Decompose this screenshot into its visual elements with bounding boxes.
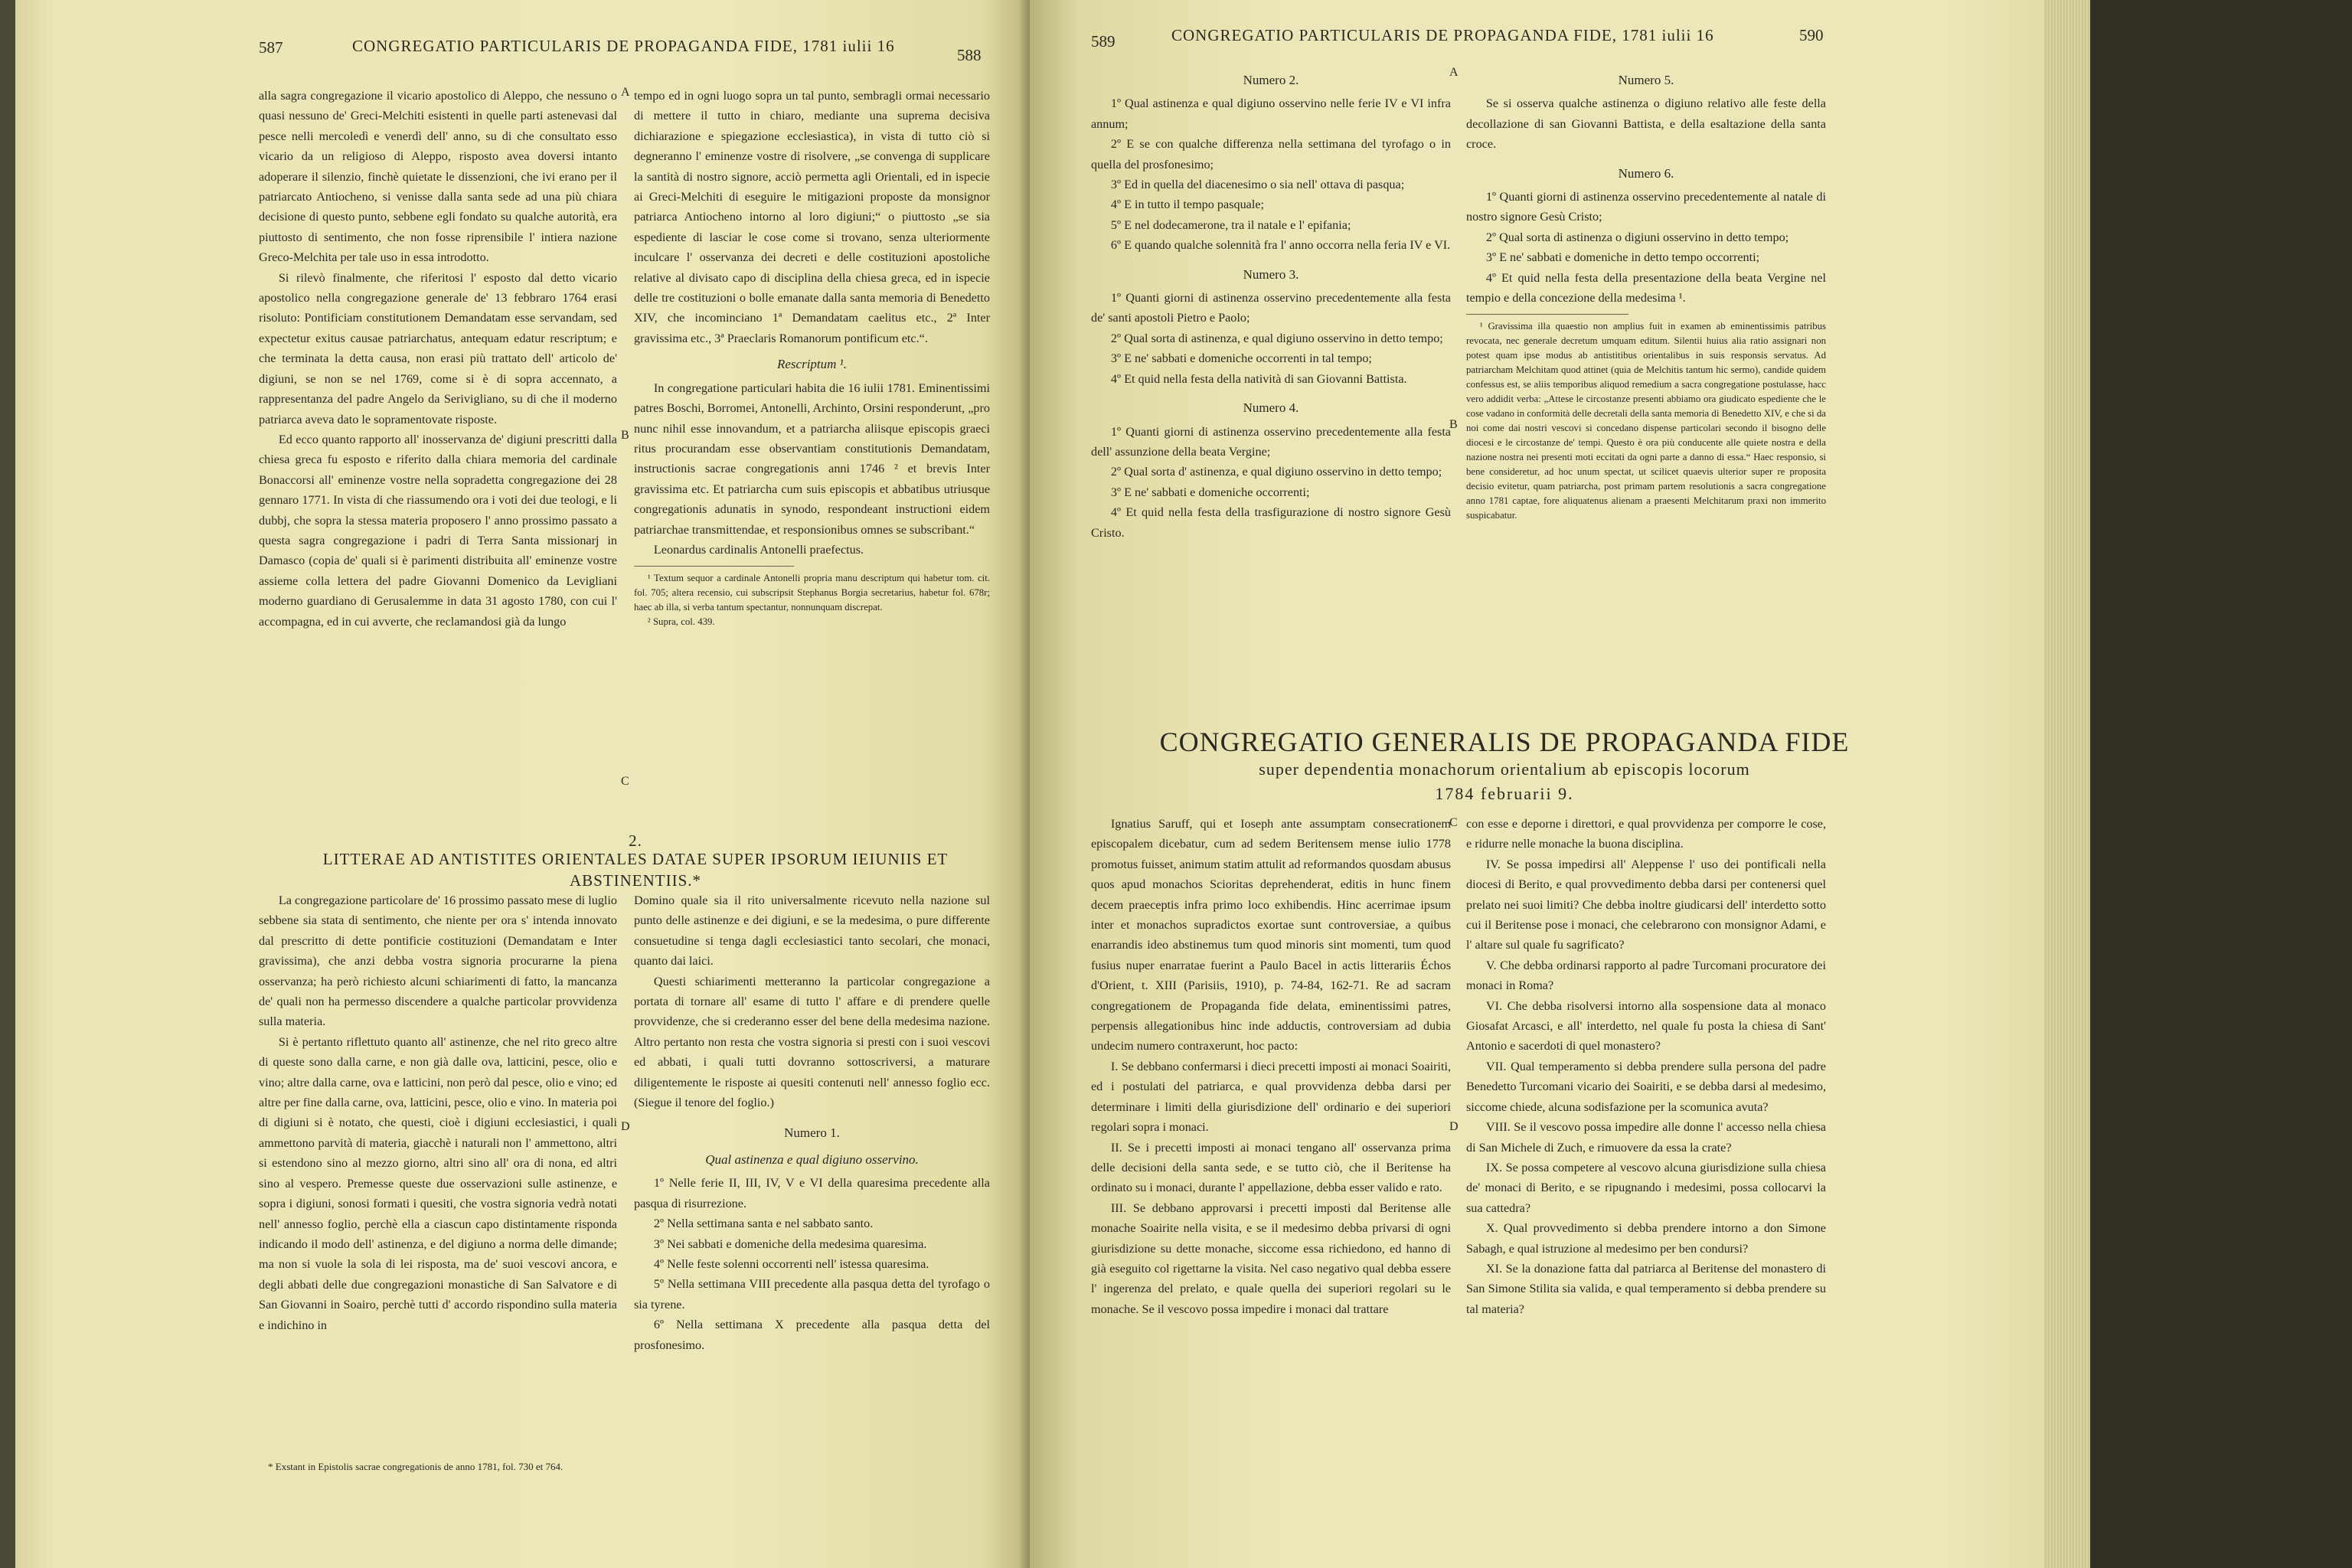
numero-6-heading: Numero 6. [1618, 165, 1674, 181]
paragraph: tempo ed in ogni luogo sopra un tal punto, sembragli ormai necessario di mettere il tutto in chiaro, mediante una suprema decisiva dichiarazione e spiegazione ecclesiastica), in vista di tutto ciò si degneranno l' eminenze vostre di risolvere, „se convenga di supplicare la santità di nostro signore, acciò permetta agli Orientali, ed in ispecie ai Greci-Melchiti di eseguire le mitigazioni proposte da monsignor patriarca Antiocheno intorno al loro digiuni;“ o piuttosto „se sia espediente di lasciar le cose come si trovano, senza ulteriormente inculcare l' osservanza dei decreti e delle costituzioni apostoliche relative al divisato capo di disciplina della chiesa greca, ed in ispecie delle tre costituzioni o bolle emanate dalla santa memoria di Benedetto XIV, che incominciano 1ª Demandatam caelitus etc., 2ª Inter gravissima etc., 3ª Praeclaris Romanorum pontificum etc.“. [634, 89, 990, 345]
paragraph: Domino quale sia il rito universalmente ricevuto nella nazione sul punto delle astinenze e dei digiuni, e se la medesima, o pure differente consuetudine si tenga dagli ecclesiastici tanto secolari, che monaci, quanto dai laici. [634, 893, 990, 969]
list-item: 4º Et quid nella festa della natività di san Giovanni Battista. [1110, 371, 1407, 386]
right-column-4 [1466, 814, 1826, 1319]
paragraph: IV. Se possa impedirsi all' Aleppense l' uso dei pontificali nella diocesi di Berito, e qual provvedimento debba darsi per contenersi quel prelato nei suoi limiti? Che debba inoltre giudicarsi dell' interdetto sotto cui il Beritense pose i monaci, che celebrarono con monsignor Adami, e l' altare sul quale fu sagrificato? [1466, 857, 1826, 952]
numero-4-heading: Numero 4. [1243, 400, 1299, 416]
list-item: 3º Nei sabbati e domeniche della medesima quaresima. [653, 1236, 927, 1251]
list-item: 1º Quanti giorni di astinenza osservino precedentemente alla festa de' santi apostoli Pietro e Paolo; [1091, 291, 1451, 325]
margin-letter-b: B [1449, 418, 1458, 431]
list-item: 3º Ed in quella del diacenesimo o sia nell' ottava di pasqua; [1110, 178, 1405, 192]
list-item: 4º E in tutto il tempo pasquale; [1110, 198, 1265, 212]
right-column-1 [1091, 64, 1451, 543]
list-item: 6º E quando qualche solennità fra l' anno occorra nella feria IV e VI. [1110, 238, 1451, 253]
section-title: LITTERAE AD ANTISTITES ORIENTALES DATAE SUPER IPSORUM IEIUNIIS ET ABSTINENTIIS.* [322, 850, 949, 890]
bottom-footnote: * Exstant in Epistolis sacrae congregationis de anno 1781, fol. 730 et 764. [268, 1461, 564, 1472]
margin-letter-d: D [1449, 1120, 1459, 1133]
left-column-4 [634, 890, 990, 1355]
paragraph: La congregazione particolare de' 16 prossimo passato mese di luglio sebbene sia stata di sentimento, che niente per ora s' intenda innovato dal prescritto di dette pontificie costituzioni (Demandatam e Inter gravissima), che anzi debba vostra signoria procurarne la piena osservanza; ha però richiesto alcuni schiarimenti di fatto, la mancanza de' quali non ha permesso discendere a qualche particolar provvidenza sulla materia. [259, 893, 617, 1029]
list-item: 1º Quanti giorni di astinenza osservino precedentemente alla festa dell' assunzione della beata Vergine; [1091, 424, 1451, 459]
list-item: 3º E ne' sabbati e domeniche in detto tempo occorrenti; [1485, 250, 1760, 265]
paragraph: II. Se i precetti imposti ai monaci tengano all' osservanza prima delle decisioni della santa sede, e se tutto ciò, che il Beritense ha ordinato su i monaci, durante l' appellazione, debba esser valido e rato. [1091, 1140, 1451, 1195]
congregation-title: CONGREGATIO GENERALIS DE PROPAGANDA FIDE [1159, 727, 1850, 757]
paragraph: X. Qual provvedimento si debba prendere intorno a don Simone Sabagh, e qual istruzione al medesimo per ben condursi? [1466, 1221, 1826, 1256]
footnote: ¹ Gravissima illa quaestio non amplius fuit in examen ab eminentissimis patribus revocata, nec generale decretum umquam editum. Silentii huius alia ratio assignari non potest quam ipse modus ab antistitibus orientalibus in suis responsis servatus. Ad patriarcham Melchitam quod attinet (quia de Melchitis tantum hic sermo), candide quidem confessus est, se aliis temporibus aliquod remedium a sacra congregatione postulasse, hacc vero addidit verba: „Attese le circostanze presenti abbiamo ora giudicato espediente che le cose vadano in conformità delle decretali della santa memoria di Benedetto XIV, e che si da noi come dai nostri vescovi si concedano dispense particolari secondo il bisogno delle diocesi e le circostanze de' tempi. Questo è ora più conducente alle quiete nostra e della nazione nostra nei presenti moti eccitati da ogni parte a danno di essa.“ Haec responsio, si bene consideretur, ad hoc unum spectat, ut scilicet quaevis ulterior super re proposita decisio evitetur, quam patriarcha, post primam partem resolutionis a sacra congregatione anno 1781 captae, fore aliquatenus alienam a praesenti Melchitarum praxi non immerito suspicabatur. [1466, 321, 1826, 521]
list-item: 4º Nelle feste solenni occorrenti nell' istessa quaresima. [653, 1256, 929, 1271]
paragraph: XI. Se la donazione fatta dal patriarca al Beritense del monastero di San Simone Stilita sia valida, e qual temperamento si debba prendere su tal materia? [1466, 1261, 1826, 1316]
list-item: 2º E se con qualche differenza nella settimana del tyrofago o in quella del prosfonesimo; [1091, 137, 1451, 172]
paragraph: V. Che debba ordinarsi rapporto al padre Turcomani procuratore dei monaci in Roma? [1466, 958, 1826, 993]
page-stack [2044, 0, 2090, 1568]
page-number-589: 589 [1091, 32, 1116, 51]
book-edge [2044, 0, 2352, 1568]
paragraph: I. Se debbano confermarsi i dieci precetti imposti ai monaci Soairiti, ed i postulati del patriarca, e qual provvidenza debba darsi per determinare i limiti della giurisdizione dell' ordinario e dei superiori regolari sopra i monaci. [1091, 1059, 1451, 1135]
margin-letter-a: A [1449, 66, 1459, 79]
signature: Leonardus cardinalis Antonelli praefectus. [653, 542, 864, 557]
left-column-3 [259, 890, 617, 1335]
congregation-date: 1784 februarii 9. [1435, 784, 1574, 803]
page-number-588: 588 [957, 46, 982, 64]
paragraph: Se si osserva qualche astinenza o digiuno relativo alle feste della decollazione di san Giovanni Battista, e della esaltazione della santa croce. [1466, 96, 1826, 152]
footnote: ¹ Textum sequor a cardinale Antonelli propria manu descriptum qui habetur tom. cit. fol. 705; altera recensio, cui subscripsit Stephanus Borgia secretarius, habetur fol. 678r; haec ab illa, si verba tantum spectantur, nonnunquam discrepat. [634, 573, 990, 613]
page-number-590: 590 [1799, 26, 1824, 44]
left-column-1 [259, 86, 617, 632]
margin-letter-c: C [621, 775, 629, 788]
footnote-rule [634, 566, 794, 567]
list-item: 4º Et quid nella festa della presentazione della beata Vergine nel tempio e della concezione della medesima ¹. [1466, 270, 1826, 305]
numero-1-subheading: Qual astinenza e qual digiuno osservino. [705, 1152, 919, 1167]
list-item: 5º E nel dodecamerone, tra il natale e l' epifania; [1110, 217, 1351, 232]
margin-letter-a: A [621, 86, 630, 99]
left-page [15, 0, 1030, 1568]
rescriptum-heading: Rescriptum ¹. [776, 357, 848, 372]
right-column-2 [1466, 64, 1826, 523]
list-item: 2º Nella settimana santa e nel sabbato santo. [653, 1217, 874, 1231]
footnotes [1466, 319, 1826, 523]
list-item: 2º Qual sorta di astinenza o digiuni osservino in detto tempo; [1485, 230, 1789, 244]
margin-letter-b: B [621, 429, 629, 442]
list-item: 3º E ne' sabbati e domeniche occorrenti; [1110, 485, 1310, 499]
paragraph: Ignatius Saruff, qui et Ioseph ante assumptam consecrationem episcopalem dicebatur, cum ad sedem Beritensem mense iulio 1778 promotus fuisset, animum statim attulit ad reformandos quosdam abusus quos apud monachos Scioritas deprehenderat, editis in hunc finem decem praeceptis infra primo loco exhibendis. Hinc acerrimae ipsum inter et monachos supradictos exortae sunt controversiae, a quibus enarrandis ideo abstinemus tum quod minoris sint momenti, tum quod fusius nuper enarratae fuerint a Paulo Bacel in actis litterariis Échos d'Orient, t. XIII (Parisiis, 1910), p. 74-84, 162-71. Re ad sacram congregationem de Propaganda fide delata, eminentissimi patres, perpensis allegationibus hinc inde adductis, controversiam ad dubia undecim numero contraxerunt, hoc pacto: [1091, 817, 1451, 1054]
list-item: 5º Nella settimana VIII precedente alla pasqua detta del tyrofago o sia tyrene. [634, 1277, 990, 1312]
page-number-587: 587 [259, 38, 283, 57]
footnotes [634, 571, 990, 629]
paragraph: con esse e deporne i direttori, e qual provvidenza per comporre le cose, e ridurre nelle monache la buona disciplina. [1466, 817, 1826, 851]
paragraph: VI. Che debba risolversi intorno alla sospensione data al monaco Giosafat Arcasci, e all' interdetto, nel quale fu posta la chiesa di Sant' Antonio e sacerdoti di quel monastero? [1466, 998, 1826, 1054]
paragraph: alla sagra congregazione il vicario apostolico di Aleppo, che nessuno o quasi nessuno de' Greci-Melchiti esistenti in quelle parti astenevasi dal pesce nelli mercoledì e venerdì dell' anno, su di che consultato esso vicario da un religioso di Aleppo, risposto avea doversi intanto adoperare il silenzio, finchè quietate le dissenzioni, che ivi erano per il patriarcato Antiocheno, si venisse dalla santa sede ad una più chiara decisione di questo punto, sebbene egli fondato su qualche autorità, era piuttosto di sentimento, che non fosse riprensibile l' intiera nazione Greco-Melchita per tale uso in essa introdotto. [259, 89, 617, 265]
margin-letter-c: C [1449, 816, 1458, 829]
right-column-3 [1091, 814, 1451, 1319]
book-cover-board [2090, 0, 2352, 1568]
congregation-subtitle: super dependentia monachorum orientalium ab episcopis locorum [1259, 760, 1750, 779]
numero-3-heading: Numero 3. [1243, 266, 1299, 282]
paragraph: Si è pertanto riflettuto quanto all' astinenze, che nel rito greco altre di queste sono dalla carne, e non già dalle ova, latticini, pesce, olio e vino; altre dalla carne, ova e latticini, non però dal pesce, olio e vino; ed altre per fine dalla carne, ova, latticini, pesce, olio e vino. In materia poi di digiuni si è notato, che questi, cioè i digiuni ecclesiastici, i quali ammettono parvità di materia, giacchè i naturali non l' ammettono, altri si estendono sino al mezzo giorno, altri sino all' ora di nona, ed altri sino al vespero. Premesse queste due osservazioni sulle astinenze, e sopra i digiuni, sonosi formati i quesiti, che vostra signoria vedrà notati nell' annesso foglio, perchè ella a ciascun capo distintamente risponda indicando il modo dell' astinenza, e del digiuno a norma delle dimande; ma non si vuole la sola di lei risposta, ma de' suoi vescovi ancora, e degli abbati delle due congregazioni monastiche di San Salvatore e di San Giovanni in Soairo, perchè tutti d' accordo rispondino sulla materia e indichino in [259, 1034, 617, 1332]
paragraph: Questi schiarimenti metteranno la particolar congregazione a portata di tornare all' esame di tutto l' affare e di prendere quelle provvidenze, che si crederanno esser del bene della medesima nazione. Altro pertanto non resta che vostra signoria si presti con i suoi vescovi ed abbati, i quali tutti dovranno sottoscriversi, a maturare diligentemente le risposte ai quesiti contenuti nell' annesso foglio ecc. (Siegue il tenore del foglio.) [634, 974, 990, 1110]
paragraph: IX. Se possa competere al vescovo alcuna giurisdizione sulla chiesa de' monaci di Berito, e se ripugnando i medesimi, possa collocarvi la sua cattedra? [1466, 1160, 1826, 1215]
list-item: 4º Et quid nella festa della trasfigurazione di nostro signore Gesù Cristo. [1091, 505, 1451, 540]
list-item: 1º Quanti giorni di astinenza osservino precedentemente al natale di nostro signore Gesù Cristo; [1466, 190, 1826, 224]
rescriptum-text: In congregatione particulari habita die 16 iulii 1781. Eminentissimi patres Boschi, Borromei, Antonelli, Archinto, Orsini responderunt, „pro nunc nihil esse innovandum, et a patriarcha aliisque episcopis graeci ritus procurandam esse observantiam constitutionis Demandatam, instructionis sacrae congregationis anni 1746 ² et brevis Inter gravissima etc. Et patriarcha cum suis episcopis et abbatibus utriusque congregationis adunatis in synodo, respondeant instructioni eidem patriarchae transmittendae, et responsionibus omnes se subscribant.“ [634, 381, 990, 537]
running-head-right: CONGREGATIO PARTICULARIS DE PROPAGANDA FIDE, 1781 iulii 16 [1171, 26, 1714, 44]
paragraph: VIII. Se il vescovo possa impedire alle donne l' accesso nella chiesa di San Michele di Zuch, e rimuovere da essa la crate? [1466, 1120, 1826, 1155]
numero-2-heading: Numero 2. [1243, 73, 1299, 87]
paragraph: Ed ecco quanto rapporto all' inosservanza de' digiuni prescritti dalla chiesa greca fu esposto e riferito dalla chiara memoria del cardinale Bonaccorsi all' eminenze vostre nella sopradetta congregazione dei 28 gennaro 1771. In vista di che riassumendo ora i voti dei due teologi, e li dubbj, che sopra la stessa materia proposero l' anno prossimo passato a questa sagra congregazione i padri di Terra Santa missionarj in Damasco (copia de' quali si è parimenti distribuita all' eminenze vostre assieme colla lettera del padre Giovanni Domenico da Levigliani moderno guardiano di Gerusalemme in data 31 agosto 1780, con cui l' accompagna, ed in cui avverte, che reclamandosi già da lungo [259, 432, 617, 629]
left-column-2 [634, 86, 990, 629]
running-head-left: CONGREGATIO PARTICULARIS DE PROPAGANDA FIDE, 1781 iulii 16 [352, 37, 895, 55]
list-item: 1º Nelle ferie II, III, IV, V e VI della quaresima precedente alla pasqua di risurrezione. [634, 1176, 990, 1210]
numero-5-heading: Numero 5. [1618, 73, 1674, 87]
section-number: 2. [629, 831, 642, 850]
list-item: 3º E ne' sabbati e domeniche occorrenti in tal tempo; [1110, 351, 1372, 366]
list-item: 6º Nella settimana X precedente alla pasqua detta del prosfonesimo. [634, 1318, 990, 1352]
numero-1-heading: Numero 1. [784, 1125, 840, 1141]
paragraph: Si rilevò finalmente, che riferitosi l' esposto dal detto vicario apostolico nella congregazione generale de' 13 febbraro 1764 erasi risoluto: Pontificiam constitutionem Demandatam esse servandam, sed expectetur exitus causae patriarchatus, antequam edatur rescriptum; e che terminata la detta causa, non erasi più trattato dell' articolo de' digiuni, se non se nel 1769, come si è di sopra accennato, a rappresentanza del padre Angelo da Serivigliano, su di che il moderno patriarca aveva dato le sopramentovate risposte. [259, 270, 617, 426]
footnote-rule [1466, 314, 1628, 315]
list-item: 1º Qual astinenza e qual digiuno osservino nelle ferie IV e VI infra annum; [1091, 96, 1451, 131]
footnote: ² Supra, col. 439. [647, 616, 715, 628]
paragraph: III. Se debbano approvarsi i precetti imposti dal Beritense alle monache Soairite nella visita, e se il medesimo debba privarsi di ogni giurisdizione su dette monache, siccome essa richiedono, ed hanno di già eseguito col rigettarne la visita. Nel caso negativo qual debba essere l' ingerenza del prelato, e quale quella dei superiori regolari su le monache. Se il vescovo possa impedire i monaci dal trattare [1091, 1200, 1451, 1316]
list-item: 2º Qual sorta di astinenza, e qual digiuno osservino in detto tempo; [1110, 331, 1443, 345]
margin-letter-d: D [621, 1120, 630, 1133]
list-item: 2º Qual sorta d' astinenza, e qual digiuno osservino in detto tempo; [1110, 465, 1442, 479]
paragraph: VII. Qual temperamento si debba prendere sulla persona del padre Benedetto Turcomani vicario dei Soairiti, e se debba darsi al medesimo, siccome chiede, alcuna sodisfazione per la scomunica avuta? [1466, 1059, 1826, 1114]
